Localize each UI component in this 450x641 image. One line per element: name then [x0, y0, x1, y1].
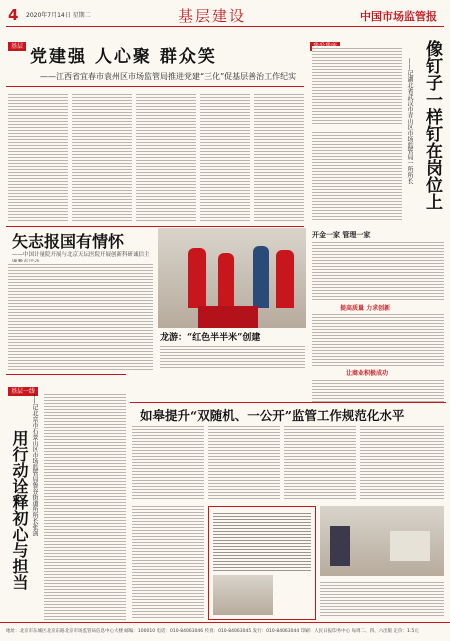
article3-body-col-2 [208, 424, 280, 500]
booth-banner [198, 306, 258, 328]
photo-caption: 龙游：“红色半半米”创建 [160, 333, 261, 343]
article3-body-col-3 [284, 424, 356, 500]
article2-subtitle: ——中国计量院开展与北京天坛医院开展创新科研诚信主 [12, 252, 150, 258]
right-heading-2: 提高质量 力求创新 [340, 305, 391, 312]
masthead-logo: 中国市场监管报 [360, 10, 437, 23]
lead-tag: 基层 [8, 33, 26, 52]
page-number: 4 [8, 6, 19, 24]
infobox-text [213, 511, 311, 571]
office-photo [320, 506, 444, 576]
lead-title: 党建强 人心聚 群众笑 [30, 47, 217, 67]
article2-divider [6, 226, 304, 227]
right-body-1 [312, 240, 444, 300]
lead-body-col-1 [8, 92, 68, 222]
sidebar-top-subtitle: ——记湖北省武汉市青山区市场监管局一所所长 [406, 58, 413, 184]
right-heading-3: 让商业积极成功 [346, 370, 389, 377]
sidebar-bottom-tag: 基层一线 [8, 378, 38, 397]
person-figure [330, 526, 350, 566]
sidebar-bottom-subtitle: ——记北京市石景山区市场监管局鲁谷街道所所长张剑 [31, 392, 38, 536]
event-photo [158, 228, 306, 328]
issue-date: 2020年7月14日 星期二 [26, 12, 91, 19]
right-heading-1: 开金一家 管理一家 [312, 230, 371, 239]
person-figure [253, 246, 269, 308]
lead-subtitle: ——江西省宜春市袁州区市场监管局推进党建“三化”促基层善治工作纪实 [40, 72, 297, 81]
sidebar-bottom-divider [6, 374, 126, 375]
photo-caption-body [160, 344, 305, 370]
lead-body-col-2 [72, 92, 132, 222]
person-figure [188, 248, 206, 308]
page-header [0, 0, 450, 30]
person-figure [218, 253, 234, 308]
sidebar-bottom-title: 用行动诠释初心与担当 [10, 430, 29, 590]
article3-infobox [208, 506, 316, 620]
section-title: 基层建设 [178, 7, 247, 25]
article3-body-col-5 [132, 504, 204, 618]
right-body-2 [312, 312, 444, 366]
sidebar-top-title: 像钉子一样钉在岗位上 [422, 40, 442, 210]
right-body-3 [312, 378, 444, 402]
article3-title: 如皋提升“双随机、一公开”监管工作规范化水平 [140, 408, 405, 423]
article3-body-col-6 [320, 580, 444, 618]
desk-shape [390, 531, 430, 561]
article2-title: 矢志报国有情怀 [12, 232, 125, 251]
lead-body-col-5 [254, 92, 304, 222]
article3-body-col-1 [132, 424, 204, 500]
person-figure [276, 250, 294, 308]
sidebar-top-body-2 [312, 130, 402, 220]
article3-divider [130, 402, 446, 403]
footer-address: 地址：北京市东城区北京东路北京市场监管局信息中心大楼 邮编：100010 电话：010-84063046 传真：010-84063045 发行：010-84063044 印刷：人民日报印务中心 每周二、四、六出版 定价：1.5元 [6, 629, 419, 634]
sidebar-bottom-body [44, 392, 126, 620]
lead-body-col-3 [136, 92, 196, 222]
header-rule [6, 26, 444, 27]
sidebar-top-body [312, 46, 402, 126]
article2-body [8, 262, 153, 370]
article3-body-col-4 [360, 424, 444, 500]
infobox-photo [213, 575, 273, 615]
page-footer [0, 622, 450, 641]
lead-divider [6, 86, 304, 87]
lead-body-col-4 [200, 92, 250, 222]
